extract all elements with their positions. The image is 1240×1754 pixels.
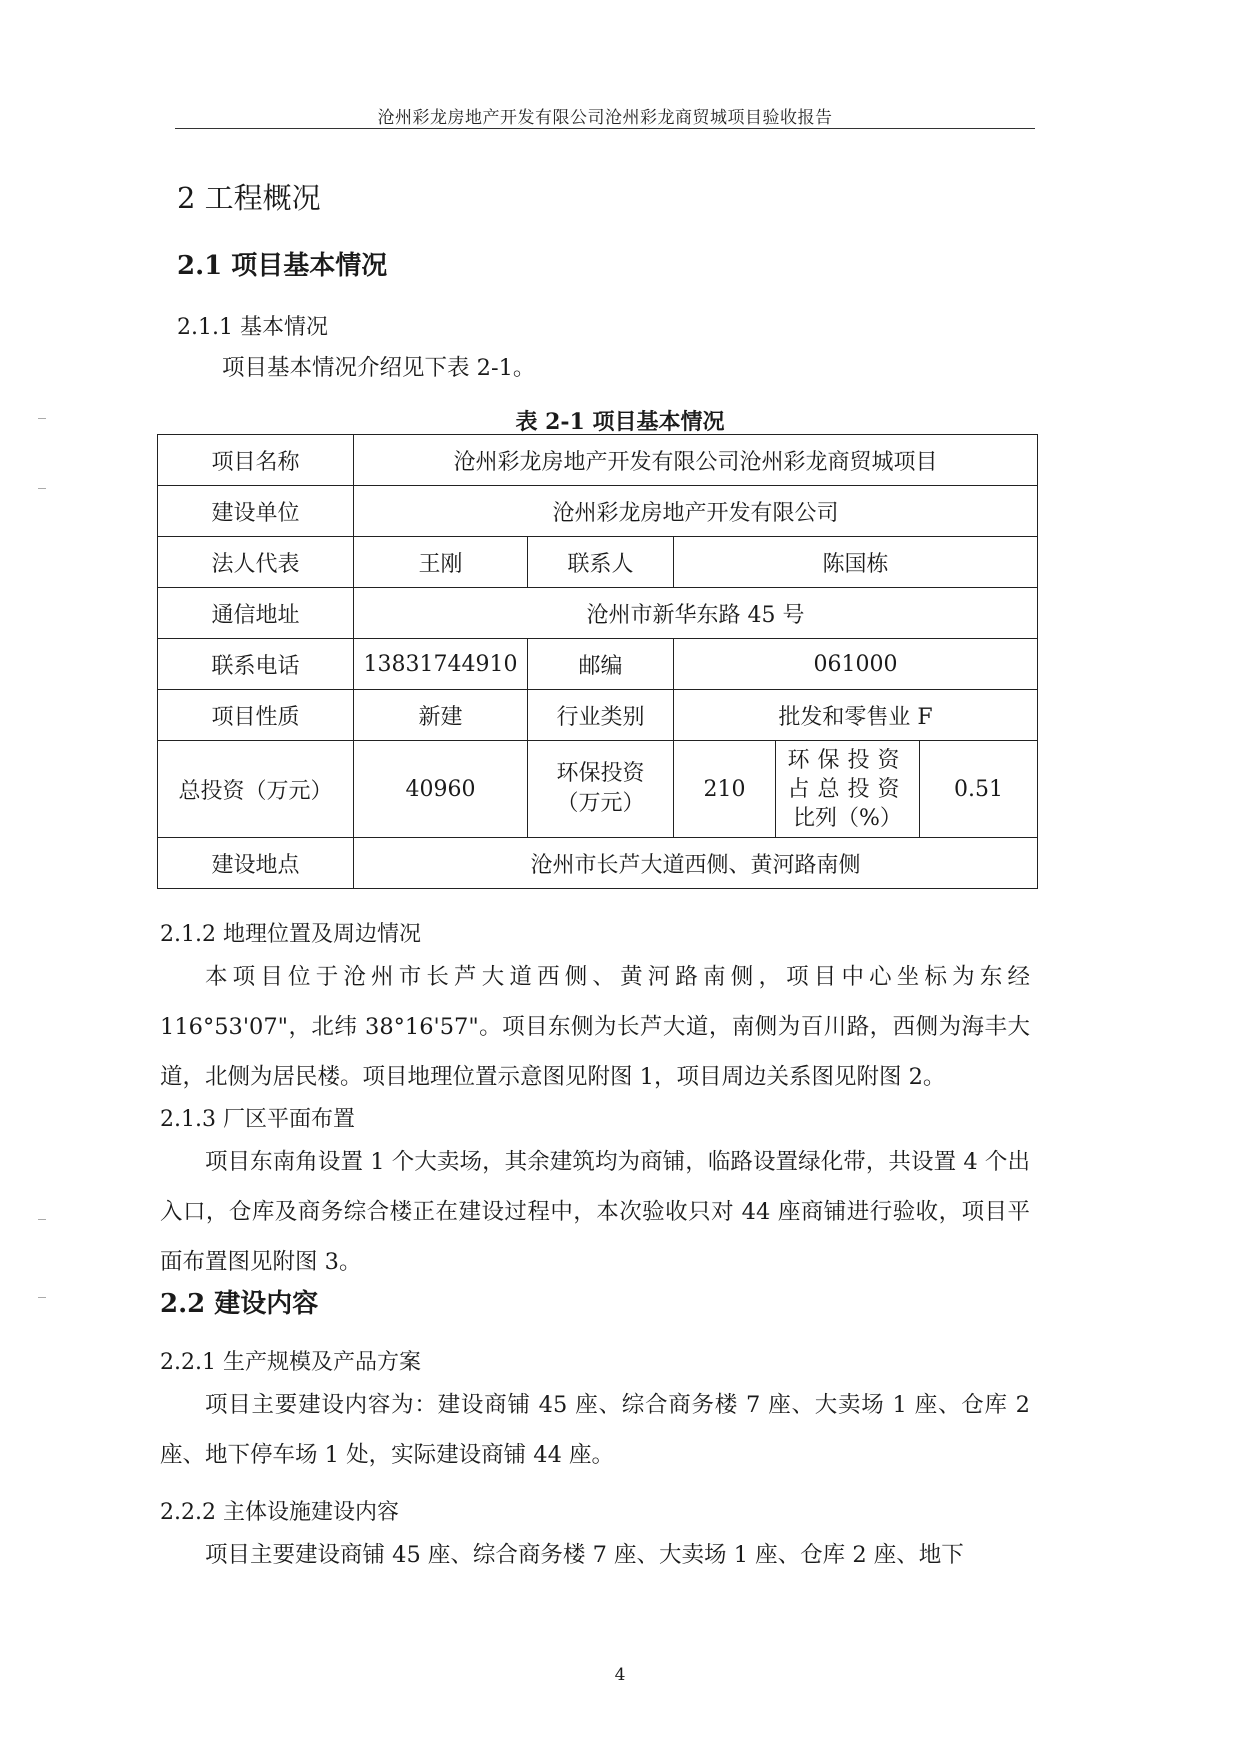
paragraph-layout: 项目东南角设置 1 个大卖场，其余建筑均为商铺，临路设置绿化带，共设置 4 个出入口，仓库及商务综合楼正在建设过程中，本次验收只对 44 座商铺进行验收，项目平面布置图见附图 3。	[160, 1149, 1030, 1275]
cell-value: 王刚	[354, 537, 528, 588]
table-row	[158, 741, 1038, 838]
scan-mark	[38, 1297, 46, 1298]
cell-label: 总投资（万元）	[158, 741, 354, 838]
table-row	[158, 690, 1038, 741]
heading-2-1-2: 2.1.2 地理位置及周边情况	[160, 922, 421, 947]
heading-2-2-1: 2.2.1 生产规模及产品方案	[160, 1350, 421, 1375]
cell-value: 沧州市长芦大道西侧、黄河路南侧	[354, 838, 1038, 889]
subsection-title-2-2: 2.2 建设内容	[160, 1289, 319, 1319]
table-row	[158, 435, 1038, 486]
intro-paragraph: 项目基本情况介绍见下表 2-1。	[222, 355, 536, 381]
cell-label: 建设单位	[158, 486, 354, 537]
cell-value: 新建	[354, 690, 528, 741]
paragraph-scale: 项目主要建设内容为：建设商铺 45 座、综合商务楼 7 座、大卖场 1 座、仓库 2 座、地下停车场 1 处，实际建设商铺 44 座。	[160, 1392, 1030, 1468]
heading-2-2-2: 2.2.2 主体设施建设内容	[160, 1500, 399, 1525]
cell-label: 联系人	[528, 537, 674, 588]
label-line: 比列（%）	[793, 805, 902, 831]
cell-value: 陈国栋	[674, 537, 1038, 588]
cell-label-line	[556, 759, 644, 819]
table-caption: 表 2-1 项目基本情况	[515, 409, 725, 435]
page-number: 4	[614, 1665, 626, 1685]
table-row	[158, 639, 1038, 690]
cell-value: 沧州彩龙房地产开发有限公司	[354, 486, 1038, 537]
label-line: （万元）	[556, 791, 645, 816]
cell-value: 40960	[354, 741, 528, 838]
cell-value: 0.51	[920, 741, 1038, 838]
heading-2-1-1: 2.1.1 基本情况	[177, 315, 328, 340]
label-line: 环保投资	[787, 747, 908, 773]
label-line: 占总投资	[787, 776, 908, 802]
section-title: 2 工程概况	[177, 181, 321, 215]
cell-value: 沧州市新华东路 45 号	[354, 588, 1038, 639]
paragraph-location: 本项目位于沧州市长芦大道西侧、黄河路南侧，项目中心坐标为东经 116°53'07"，北纬 38°16'57"。项目东侧为长芦大道，南侧为百川路，西侧为海丰大道，北侧为居民楼。项目地理位置示意图见附图 1，项目周边关系图见附图 2。	[160, 964, 1030, 1090]
subsection-title-2-1: 2.1 项目基本情况	[177, 251, 388, 281]
cell-label	[528, 741, 674, 838]
cell-label: 通信地址	[158, 588, 354, 639]
table-row	[158, 486, 1038, 537]
cell-value: 210	[674, 741, 776, 838]
scan-mark	[38, 1219, 46, 1220]
project-info-table	[157, 434, 1038, 889]
cell-label	[776, 741, 920, 838]
header-rule	[175, 128, 1035, 129]
cell-label: 联系电话	[158, 639, 354, 690]
cell-label-lines	[787, 746, 907, 833]
scan-mark	[38, 418, 46, 419]
label-line: 环保投资	[556, 761, 645, 786]
cell-label: 项目性质	[158, 690, 354, 741]
cell-label: 邮编	[528, 639, 674, 690]
paragraph-facilities: 项目主要建设商铺 45 座、综合商务楼 7 座、大卖场 1 座、仓库 2 座、地下	[205, 1542, 964, 1568]
cell-label: 行业类别	[528, 690, 674, 741]
cell-value: 沧州彩龙房地产开发有限公司沧州彩龙商贸城项目	[354, 435, 1038, 486]
table-row	[158, 838, 1038, 889]
cell-label: 项目名称	[158, 435, 354, 486]
cell-label: 法人代表	[158, 537, 354, 588]
cell-value: 061000	[674, 639, 1038, 690]
running-header: 沧州彩龙房地产开发有限公司沧州彩龙商贸城项目验收报告	[377, 108, 833, 128]
cell-value: 13831744910	[354, 639, 528, 690]
table-row	[158, 537, 1038, 588]
heading-2-1-3: 2.1.3 厂区平面布置	[160, 1107, 355, 1132]
cell-value: 批发和零售业 F	[674, 690, 1038, 741]
cell-label: 建设地点	[158, 838, 354, 889]
table-row	[158, 588, 1038, 639]
scan-mark	[38, 488, 46, 489]
